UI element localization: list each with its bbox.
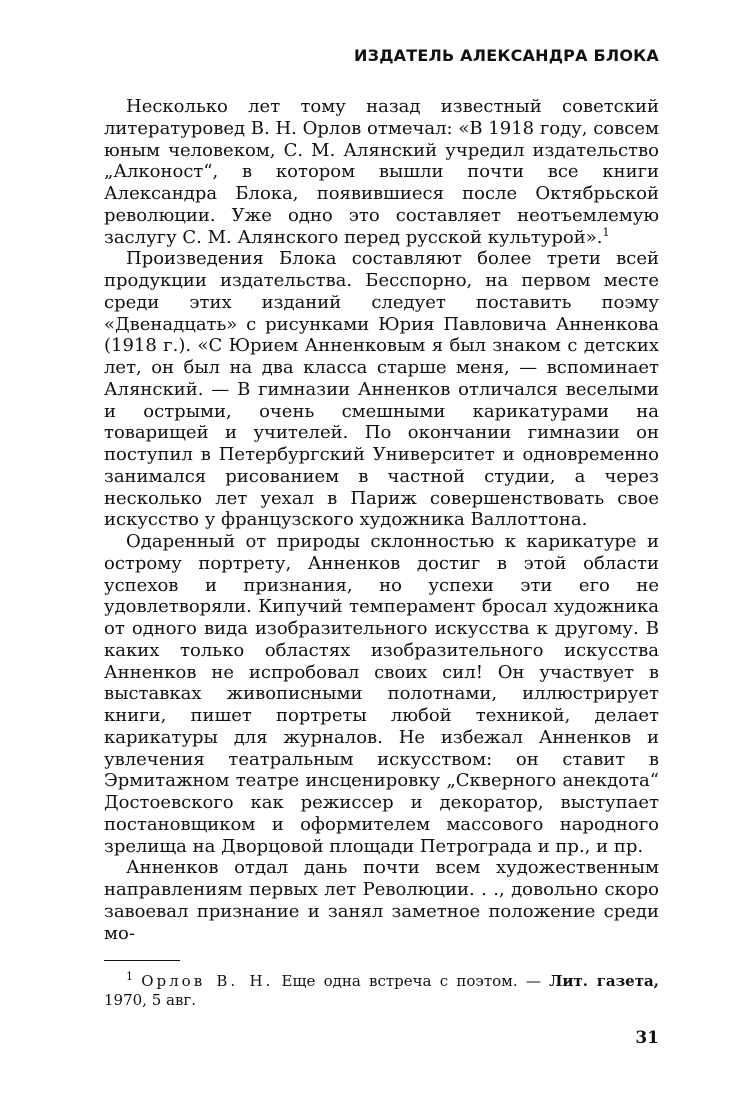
paragraph-4: [104, 857, 659, 944]
paragraph-text: Произведения Блока составляют более трети всей продукции издательства. Бесспорно, на первом месте среди этих изданий следует поставить поэму «Двенадцать» с рисунками Юрия Павловича Анненкова (1918 г.). «С Юрием Анненковым я был знаком с детских лет, он был на два класса старше меня, — вспоминает Алянский. — В гимназии Анненков отличался веселыми и острыми, очень смешными карикатурами на товарищей и учителей. По окончании гимназии он поступил в Петербургский Университет и одновременно занимался рисованием в частной студии, а через несколько лет уехал в Париж совершенствовать свое искусство у французского художника Валлоттона.: [104, 248, 659, 531]
body-text: [104, 96, 659, 944]
footnote-divider: [104, 960, 180, 961]
footnote-author: Орлов В. Н.: [141, 972, 274, 990]
footnote-source: Лит. газета,: [549, 972, 659, 990]
paragraph-text: Одаренный от природы склонностью к карикатуре и острому портрету, Анненков достиг в этой области успехов и признания, но успехи эти его не удовлетворяли. Кипучий темперамент бросал художника от одного вида изобразительного искусства к другому. В каких только областях изобразительного искусства Анненков не испробовал своих сил! Он участвует в выставках живописными полотнами, иллюстрирует книги, пишет портреты любой техникой, делает карикатуры для журналов. Не избежал Анненков и увлечения театральным искусством: он ставит в Эрмитажном театре инсценировку „Скверного анекдота“ Достоевского как режиссер и декоратор, выступает постановщиком и оформителем массового народного зрелища на Дворцовой площади Петрограда и пр., и пр.: [104, 531, 659, 857]
paragraph-text: Несколько лет тому назад известный советский литературовед В. Н. Орлов отмечал: «В 1918 году, совсем юным человеком, С. М. Алянский учредил издательство „Алконост“, в котором вышли почти все книги Александра Блока, появившиеся после Октябрьской революции. Уже одно это составляет неотъемлемую заслугу С. М. Алянского перед русской культурой».: [104, 96, 659, 248]
footnote-reference[interactable]: 1: [602, 225, 610, 239]
paragraph-1: [104, 96, 659, 248]
footnote: [104, 972, 659, 1010]
paragraph-3: [104, 531, 659, 857]
paragraph-2: [104, 248, 659, 531]
footnote-title: Еще одна встреча с поэтом. —: [273, 972, 550, 990]
paragraph-text: Анненков отдал дань почти всем художественным направлениям первых лет Революции. . ., довольно скоро завоевал признание и занял заметное положение среди мо-: [104, 857, 659, 944]
running-header: ИЗДАТЕЛЬ АЛЕКСАНДРА БЛОКА: [354, 46, 659, 65]
page-number: 31: [635, 1028, 659, 1048]
footnote-date: 1970, 5 авг.: [104, 991, 197, 1009]
footnote-mark: 1: [126, 970, 133, 983]
